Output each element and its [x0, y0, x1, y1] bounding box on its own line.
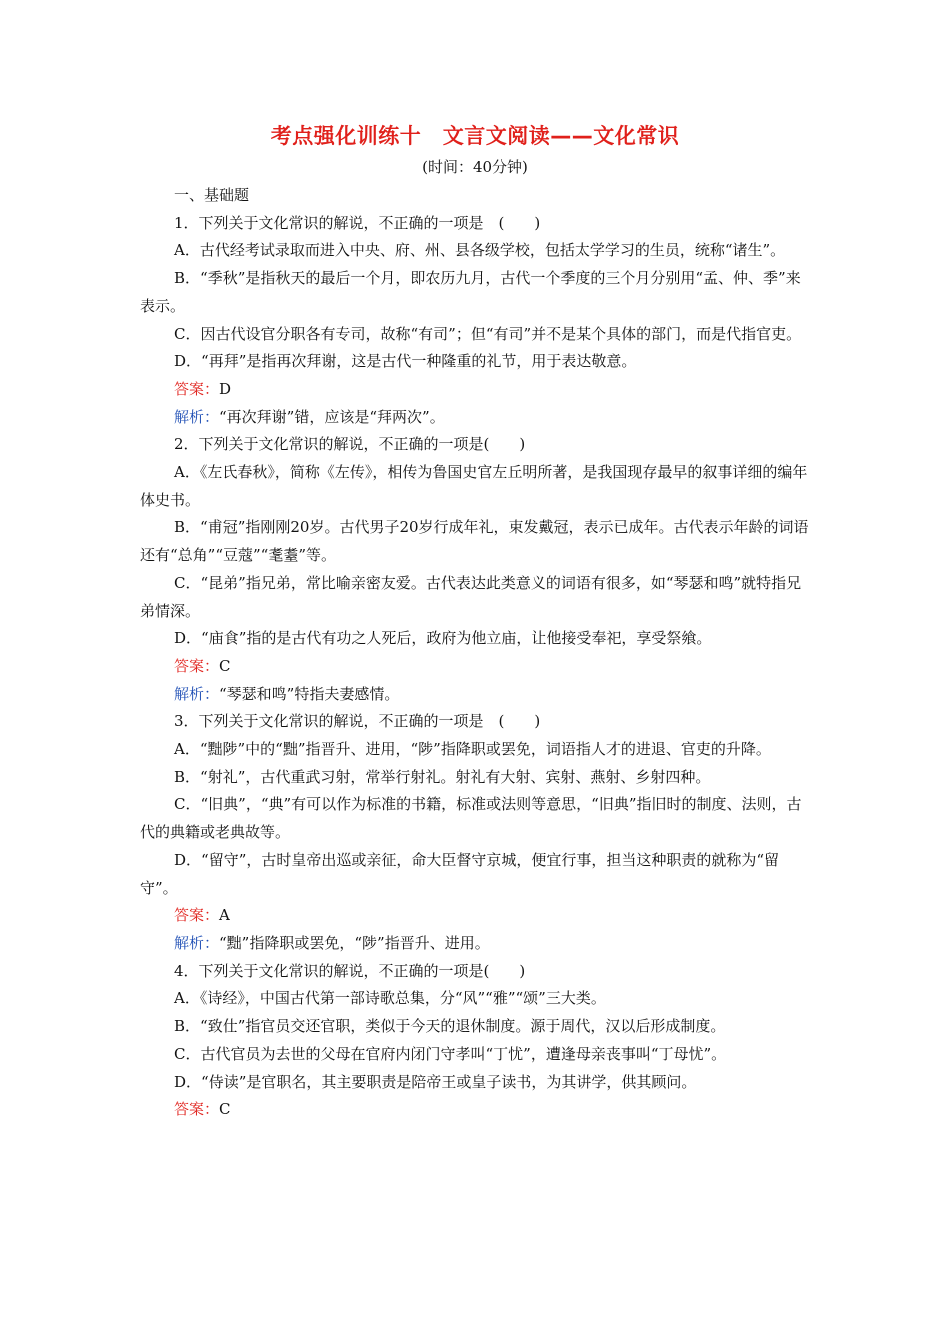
- answer-line: [140, 902, 810, 930]
- option: B．“射礼”，古代重武习射，常举行射礼。射礼有大射、宾射、燕射、乡射四种。: [174, 767, 711, 786]
- question-stem: 3．下列关于文化常识的解说，不正确的一项是 ( ): [174, 712, 541, 731]
- answer-label: 答案：: [174, 906, 220, 925]
- option: D．“侍读”是官职名，其主要职责是陪帝王或皇子读书，为其讲学，供其顾问。: [174, 1072, 697, 1091]
- question-stem: 4．下列关于文化常识的解说，不正确的一项是( ): [174, 961, 526, 980]
- explanation-line: [140, 404, 810, 432]
- question-stem: 2．下列关于文化常识的解说，不正确的一项是( ): [174, 435, 526, 454]
- answer-value: C: [219, 656, 231, 675]
- explanation-line: [140, 681, 810, 709]
- option: D．“庙食”指的是古代有功之人死后，政府为他立庙，让他接受奉祀，享受祭飨。: [174, 629, 712, 648]
- option: C．“昆弟”指兄弟，常比喻亲密友爱。古代表达此类意义的词语有很多，如“琴瑟和鸣”就特指兄弟情深。: [140, 573, 802, 620]
- explanation-label: 解析：: [174, 407, 220, 426]
- section-heading: 一、基础题: [174, 186, 250, 204]
- option: C．因古代设官分职各有专司，故称“有司”；但“有司”并不是某个具体的部门，而是代指官吏。: [174, 324, 802, 343]
- option: B．“甫冠”指刚刚20岁。古代男子20岁行成年礼，束发戴冠，表示已成年。古代表示年龄的词语还有“总角”“豆蔻”“耄耋”等。: [140, 518, 809, 565]
- option: C．“旧典”，“典”有可以作为标准的书籍，标准或法则等意思，“旧典”指旧时的制度、法则，古代的典籍或老典故等。: [140, 795, 802, 842]
- option: D．“留守”，古时皇帝出巡或亲征，命大臣督守京城，便宜行事，担当这种职责的就称为“留守”。: [140, 850, 780, 897]
- explanation-text: “再次拜谢”错，应该是“拜两次”。: [219, 407, 445, 426]
- answer-label: 答案：: [174, 379, 220, 398]
- answer-label: 答案：: [174, 1100, 220, 1119]
- answer-line: [140, 1096, 810, 1124]
- answer-label: 答案：: [174, 656, 220, 675]
- answer-value: D: [219, 379, 232, 398]
- option: D．“再拜”是指再次拜谢，这是古代一种隆重的礼节，用于表达敬意。: [174, 352, 637, 371]
- answer-value: A: [219, 906, 230, 925]
- explanation-text: “黜”指降职或罢免，“陟”指晋升、进用。: [219, 933, 490, 952]
- option: A．《诗经》，中国古代第一部诗歌总集，分“风”“雅”“颂”三大类。: [174, 989, 606, 1008]
- explanation-text: “琴瑟和鸣”特指夫妻感情。: [219, 684, 400, 703]
- option: A．“黜陟”中的“黜”指晋升、进用，“陟”指降职或罢免，词语指人才的进退、官吏的升降。: [174, 740, 771, 759]
- page-title: 考点强化训练十 文言文阅读——文化常识: [270, 124, 680, 148]
- content: [140, 182, 810, 1124]
- explanation-label: 解析：: [174, 684, 220, 703]
- answer-value: C: [219, 1100, 231, 1119]
- option: A．古代经考试录取而进入中央、府、州、县各级学校，包括太学学习的生员，统称“诸生”。: [174, 241, 786, 260]
- answer-line: [140, 376, 810, 404]
- option: A．《左氏春秋》，简称《左传》，相传为鲁国史官左丘明所著，是我国现存最早的叙事详细的编年体史书。: [140, 463, 808, 509]
- option: C．古代官员为去世的父母在官府内闭门守孝叫“丁忧”，遭逢母亲丧事叫“丁母忧”。: [174, 1044, 727, 1063]
- question-stem: 1．下列关于文化常识的解说，不正确的一项是 ( ): [174, 213, 541, 232]
- answer-line: [140, 653, 810, 681]
- explanation-label: 解析：: [174, 933, 220, 952]
- option: B．“致仕”指官员交还官职，类似于今天的退休制度。源于周代，汉以后形成制度。: [174, 1017, 726, 1036]
- option: B．“季秋”是指秋天的最后一个月，即农历九月，古代一个季度的三个月分别用“孟、仲、季”来表示。: [140, 269, 801, 315]
- time-limit: (时间：40分钟): [422, 158, 528, 176]
- explanation-line: [140, 930, 810, 958]
